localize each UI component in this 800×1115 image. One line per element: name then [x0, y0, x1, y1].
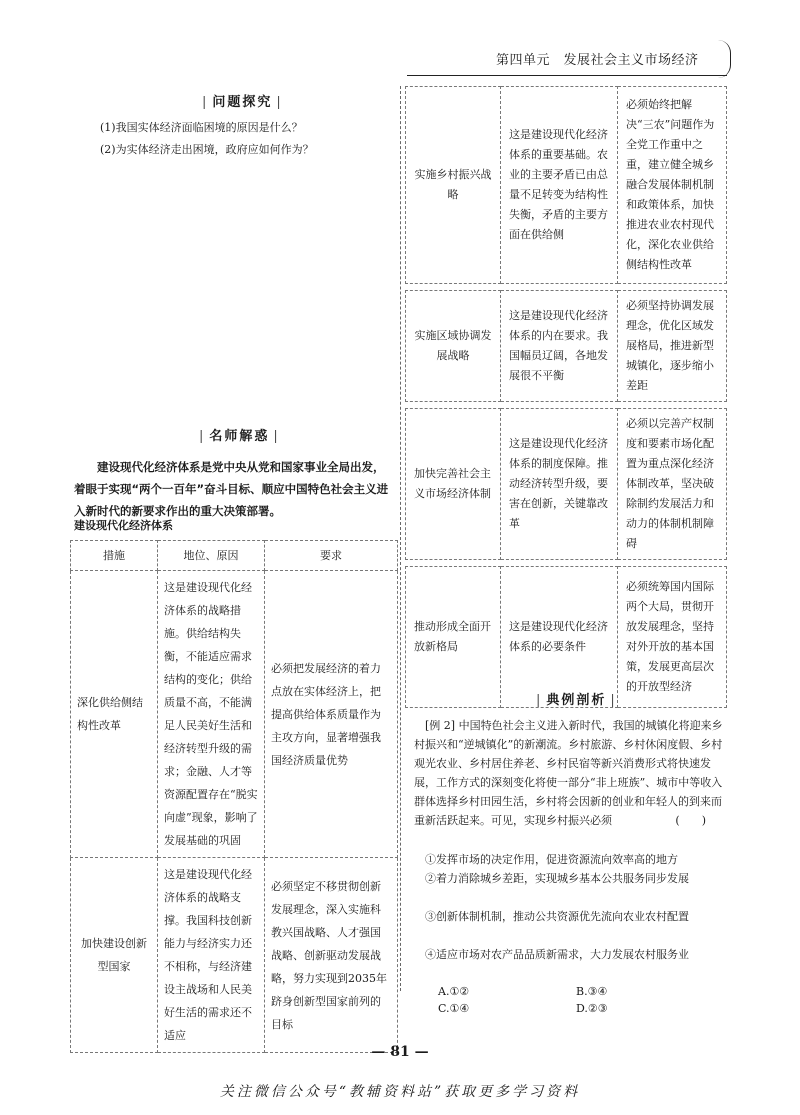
- col-header-measure: 措施: [71, 541, 158, 571]
- option-4: ④适应市场对农产品品质新需求，大力发展农村服务业: [425, 948, 689, 961]
- measure-cell: 推动形成全面开放新格局: [405, 566, 501, 708]
- col-header-status: 地位、原因: [158, 541, 265, 571]
- column-divider: [400, 86, 401, 991]
- choice-d: D.②③: [576, 1002, 608, 1015]
- table-title: 建设现代化经济体系: [74, 519, 173, 532]
- requirement-cell: 必须坚定不移贯彻创新发展理念，深入实施科教兴国战略、人才强国战略、创新驱动发展战略，努力实现到2035年跻身创新型国家前列的目标: [265, 858, 398, 1053]
- unit-header: 第四单元 发展社会主义市场经济: [496, 53, 699, 68]
- economy-table-left: [70, 540, 398, 1053]
- status-cell: 这是建设现代化经济体系的制度保障。推动经济转型升级，要害在创新，关键靠改革: [501, 408, 618, 560]
- measure-cell: 实施乡村振兴战略: [405, 86, 501, 284]
- page-number: — 81 —: [371, 1044, 429, 1060]
- status-cell: 这是建设现代化经济体系的战略措施。供给结构失衡，不能适应需求结构的变化；供给质量不高，不能满足人民美好生活和经济转型升级的需求；金融、人才等资源配置存在“脱实向虚”现象，影响了发展基础的巩固: [158, 571, 265, 858]
- table-row: [405, 86, 727, 284]
- inquiry-question-2: (2)为实体经济走出困境，政府应如何作为？: [100, 143, 314, 156]
- economy-table-right: [405, 80, 727, 714]
- choice-b: B.③④: [576, 985, 608, 998]
- choice-a: A.①②: [438, 985, 470, 998]
- inquiry-question-1: (1)我国实体经济面临困境的原因是什么？: [100, 121, 303, 134]
- measure-cell: 加快完善社会主义市场经济体制: [405, 408, 501, 560]
- measure-cell: 实施区域协调发展战略: [405, 290, 501, 402]
- teacher-intro: 建设现代化经济体系是党中央从党和国家事业全局出发，着眼于实现“两个一百年”奋斗目标、顺应中国特色社会主义进入新时代的新要求作出的重大决策部署。: [74, 460, 389, 518]
- table-row: [405, 566, 727, 708]
- status-cell: 这是建设现代化经济体系的内在要求。我国幅员辽阔，各地发展很不平衡: [501, 290, 618, 402]
- status-cell: 这是建设现代化经济体系的必要条件: [501, 566, 618, 708]
- requirement-cell: 必须坚持协调发展理念，优化区域发展格局，推进新型城镇化，逐步缩小差距: [618, 290, 727, 402]
- requirement-cell: 必须以完善产权制度和要素市场化配置为重点深化经济体制改革，坚决破除制约发展活力和动力的体制机制障碍: [618, 408, 727, 560]
- inquiry-title: | 问题探究 |: [198, 91, 287, 110]
- table-row: [405, 290, 727, 402]
- requirement-cell: 必须始终把解决“三农”问题作为全党工作重中之重，建立健全城乡融合发展体制机制和政策体系，加快推进农业农村现代化，深化农业供给侧结构性改革: [618, 86, 727, 284]
- example-stem: [414, 716, 726, 830]
- requirement-cell: 必须把发展经济的着力点放在实体经济上，把提高供给体系质量作为主攻方向，显著增强我国经济质量优势: [265, 571, 398, 858]
- table-row: [405, 408, 727, 560]
- example-title: | 典例剖析 |: [532, 689, 621, 708]
- header-rule: [407, 75, 727, 76]
- col-header-requirement: 要求: [265, 541, 398, 571]
- requirement-cell: 必须统筹国内国际两个大局，贯彻开放发展理念，坚持对外开放的基本国策，发展更高层次的开放型经济: [618, 566, 727, 708]
- measure-cell: 深化供给侧结构性改革: [71, 571, 158, 858]
- status-cell: 这是建设现代化经济体系的战略支撑。我国科技创新能力与经济实力还不相称，与经济建设主战场和人民美好生活的需求还不适应: [158, 858, 265, 1053]
- example-stem-text: 中国特色社会主义进入新时代，我国的城镇化将迎来乡村振兴和“逆城镇化”的新潮流。乡村旅游、乡村休闲度假、乡村观光农业、乡村居住养老、乡村民宿等新兴消费形式将快速发展，工作方式的深刻变化将使一部分“非上班族”、城市中等收入群体选择乡村田园生活，乡村将会因新的创业和年轻人的到来而重新活跃起来。可见，实现乡村振兴必须: [414, 719, 723, 827]
- measure-cell: 加快建设创新型国家: [71, 858, 158, 1053]
- status-cell: 这是建设现代化经济体系的重要基础。农业的主要矛盾已由总量不足转变为结构性失衡，矛盾的主要方面在供给侧: [501, 86, 618, 284]
- option-3: ③创新体制机制，推动公共资源优先流向农业农村配置: [425, 910, 689, 923]
- header-bracket: [718, 40, 731, 78]
- teacher-title: | 名师解惑 |: [195, 425, 284, 444]
- option-1: ①发挥市场的决定作用，促进资源流向效率高的地方: [425, 853, 678, 866]
- table-row: [71, 858, 398, 1053]
- example-label: [例 2]: [425, 719, 456, 732]
- choice-c: C.①④: [438, 1002, 470, 1015]
- option-2: ②着力消除城乡差距，实现城乡基本公共服务同步发展: [425, 872, 689, 885]
- footer-note: 关注微信公众号“教辅资料站”获取更多学习资料: [219, 1084, 581, 1100]
- table-header-row: [71, 541, 398, 571]
- table-row: [71, 571, 398, 858]
- answer-paren: ( ): [675, 814, 706, 827]
